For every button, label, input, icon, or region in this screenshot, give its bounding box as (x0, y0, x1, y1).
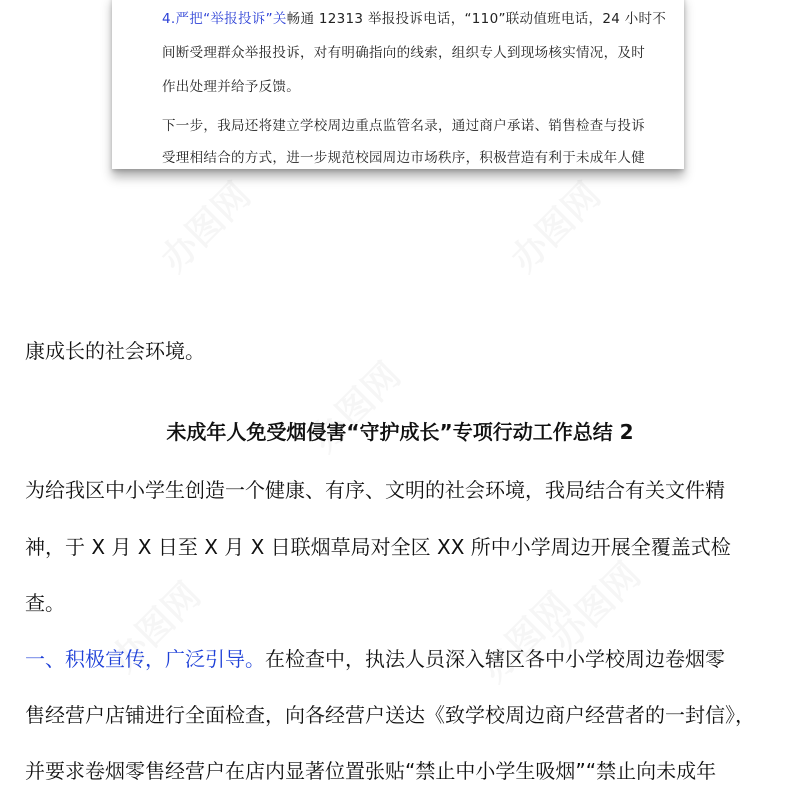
paragraph-2-heading: 一、积极宣传，广泛引导。 (25, 647, 265, 671)
continuation-text: 康成长的社会环境。 (25, 339, 205, 363)
card-line-1-text: 畅通 12313 举报投诉电话，“110”联动值班电话，24 小时不 (286, 11, 667, 27)
card-line-4: 下一步，我局还将建立学校周边重点监管名录，通过商户承诺、销售检查与投诉 (162, 118, 645, 134)
paragraph-1-line-3: 查。 (25, 591, 65, 615)
paragraph-2-line-1-text: 在检查中，执法人员深入辖区各中小学校周边卷烟零 (265, 647, 725, 671)
card-line-5: 受理相结合的方式，进一步规范校园周边市场秩序，积极营造有利于未成年人健 (162, 150, 645, 166)
paragraph-1-line-2: 神，于 X 月 X 日至 X 月 X 日联烟草局对全区 XX 所中小学周边开展全覆盖式检 (25, 535, 731, 559)
card-line-1 (162, 7, 666, 27)
card-line-2: 间断受理群众举报投诉，对有明确指向的线索，组织专人到现场核实情况，及时 (162, 45, 645, 61)
section-title: 未成年人免受烟侵害“守护成长”专项行动工作总结 2 (166, 420, 634, 444)
paragraph-2-line-3: 并要求卷烟零售经营户在店内显著位置张贴“禁止中小学生吸烟”“禁止向未成年 (25, 759, 717, 783)
watermark (498, 169, 610, 281)
card-line-3: 作出处理并给予反馈。 (162, 79, 300, 95)
card-point-heading: 4.严把“举报投诉”关 (162, 11, 287, 27)
paragraph-2-line-2: 售经营户店铺进行全面检查，向各经营户送达《致学校周边商户经营者的一封信》， (25, 703, 755, 727)
paragraph-1-line-1: 为给我区中小学生创造一个健康、有序、文明的社会环境，我局结合有关文件精 (25, 478, 725, 502)
paragraph-2-line-1 (25, 643, 725, 672)
watermark (148, 169, 260, 281)
document-preview-card (112, 0, 684, 169)
